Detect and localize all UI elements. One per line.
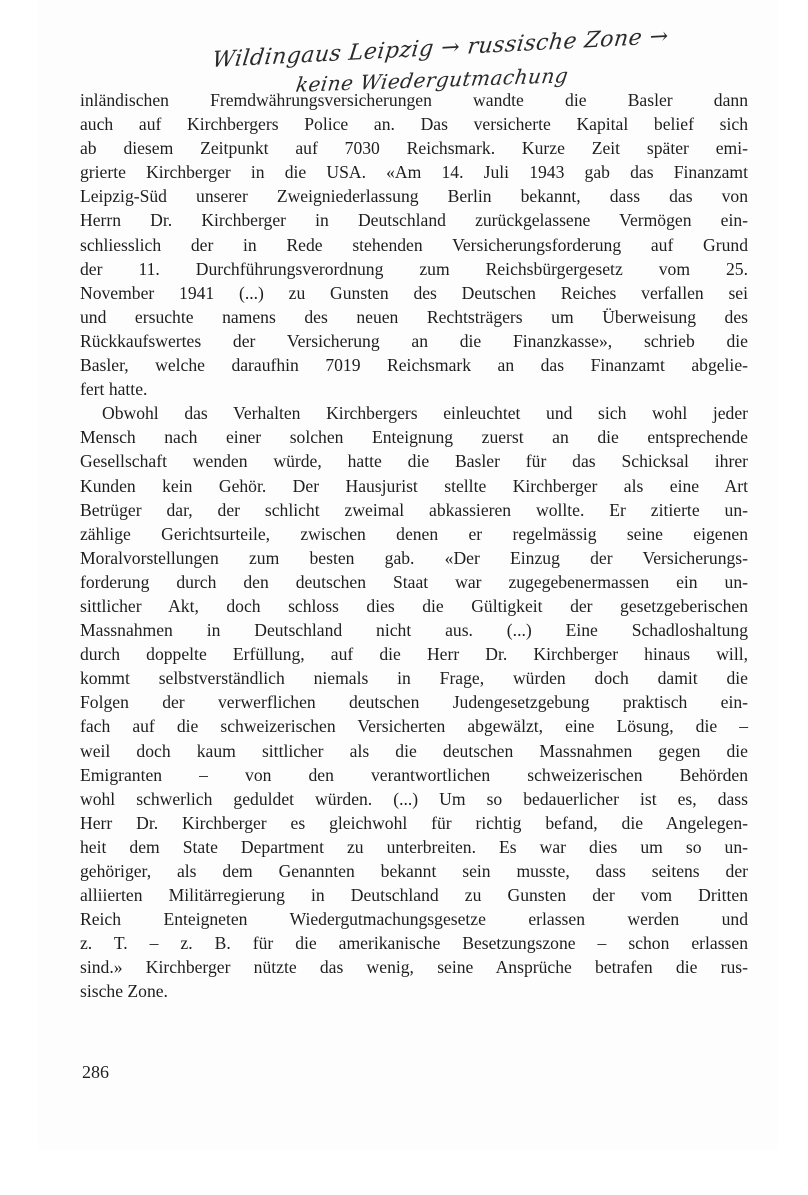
paragraph-2 [80,401,748,1003]
body-text [80,88,748,1004]
text-line: Kunden kein Gehör. Der Hausjurist stellte Kirchberger als eine Art [80,475,748,496]
text-line: heit dem State Department zu unterbreiten. Es war dies um so un- [80,836,748,857]
text-line: sittlicher Akt, doch schloss dies die Gültigkeit der gesetzgeberischen [80,595,748,616]
text-line: durch doppelte Erfüllung, auf die Herr Dr. Kirchberger hinaus will, [80,644,748,665]
text-line: Rückkaufswertes der Versicherung an die Finanzkasse», schrieb die [80,330,748,351]
text-line: wohl schwerlich geduldet würden. (...) Um so bedauerlicher ist es, dass [80,788,748,809]
text-line: sische Zone. [80,981,168,1002]
text-line: November 1941 (...) zu Gunsten des Deutschen Reiches verfallen sei [80,282,748,303]
text-line: Mensch nach einer solchen Enteignung zuerst an die entsprechende [80,427,748,448]
text-line: Folgen der verwerflichen deutschen Judengesetzgebung praktisch ein- [80,692,748,713]
text-line: Betrüger dar, der schlicht zweimal abkassieren wollte. Er zitierte un- [80,499,748,520]
text-line: Massnahmen in Deutschland nicht aus. (...) Eine Schadloshaltung [80,620,748,641]
handwritten-annotation-line-1: Wildingaus Leipzig → russische Zone → [210,23,671,74]
text-line: alliierten Militärregierung in Deutschland zu Gunsten der vom Dritten [80,885,748,906]
text-line: Basler, welche daraufhin 7019 Reichsmark an das Finanzamt abgelie- [80,355,748,376]
text-line: inländischen Fremdwährungsversicherungen wandte die Basler dann [80,90,748,110]
text-line: Gesellschaft wenden würde, hatte die Basler für das Schicksal ihrer [80,451,748,472]
text-line: Moralvorstellungen zum besten gab. «Der Einzug der Versicherungs- [80,547,748,568]
text-line: forderung durch den deutschen Staat war zugegebenermassen ein un- [80,571,748,592]
text-line: gehöriger, als dem Genannten bekannt sein musste, dass seitens der [80,861,748,881]
text-line: Herr Dr. Kirchberger es gleichwohl für richtig befand, die Angelegen- [80,812,748,833]
text-line: Leipzig-Süd unserer Zweigniederlassung Berlin bekannt, dass das von [80,186,748,207]
text-line: zählige Gerichtsurteile, zwischen denen er regelmässig seine eigenen [80,523,748,544]
text-line: Obwohl das Verhalten Kirchbergers einleuchtet und sich wohl jeder [102,403,748,424]
text-line: weil doch kaum sittlicher als die deutschen Massnahmen gegen die [80,740,748,761]
text-line: ab diesem Zeitpunkt auf 7030 Reichsmark. Kurze Zeit später emi- [80,138,748,159]
text-line: kommt selbstverständlich niemals in Frage, würden doch damit die [80,668,748,689]
page-number: 286 [82,1062,109,1082]
text-line: schliesslich der in Rede stehenden Versicherungsforderung auf Grund [80,234,748,255]
handwritten-annotation-line-2: keine Wiedergutmachung [294,63,570,97]
text-line: fach auf die schweizerischen Versicherten abgewälzt, eine Lösung, die – [80,716,748,737]
text-line: auch auf Kirchbergers Police an. Das versicherte Kapital belief sich [80,114,748,135]
text-line: fert hatte. [80,379,148,400]
paragraph-1 [80,88,748,401]
text-line: Herrn Dr. Kirchberger in Deutschland zurückgelassene Vermögen ein- [80,210,748,231]
text-line: und ersuchte namens des neuen Rechtsträgers um Überweisung des [80,306,748,327]
text-line: z. T. – z. B. für die amerikanische Besetzungszone – schon erlassen [80,933,748,954]
text-line: der 11. Durchführungsverordnung zum Reichsbürgergesetz vom 25. [80,258,748,279]
text-line: Reich Enteigneten Wiedergutmachungsgesetze erlassen werden und [80,909,748,930]
text-line: grierte Kirchberger in die USA. «Am 14. Juli 1943 gab das Finanzamt [80,162,748,183]
text-line: sind.» Kirchberger nützte das wenig, seine Ansprüche betrafen die rus- [80,957,748,978]
text-line: Emigranten – von den verantwortlichen schweizerischen Behörden [80,764,748,785]
